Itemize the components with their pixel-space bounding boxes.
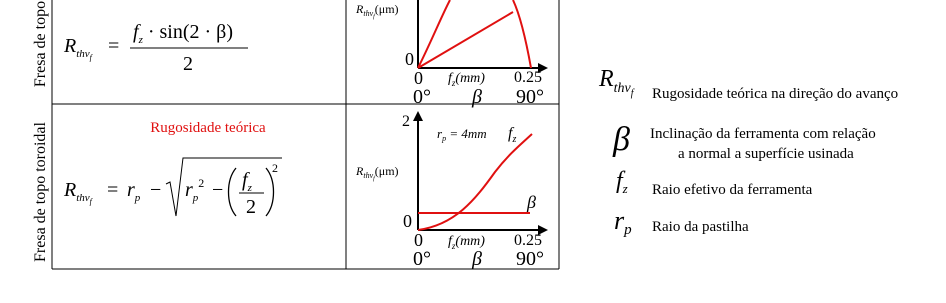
svg-text:fz · sin(2 · β): [133, 21, 233, 46]
row1-angle-mid: β: [472, 86, 482, 108]
row2-fz-curve-label: $f_z$: [508, 125, 517, 145]
row2-y-axis-arrow: [413, 111, 423, 121]
formula-sin-term: · sin(2 · β): [142, 21, 233, 43]
row2-beta-curve-label: β: [527, 192, 536, 212]
formula-fz-sub: z: [138, 34, 143, 46]
row2-rp-label: $r_p = 4mm$: [437, 126, 487, 143]
legend-text-rp: Raio da pastilha: [652, 219, 749, 235]
row1-side-label: Fresa de topo: [32, 0, 49, 88]
formula-sqrt-sign: [166, 158, 282, 216]
legend-text-fz: Raio efetivo da ferramenta: [652, 182, 813, 198]
svg-text:=: =: [107, 179, 119, 201]
row2-ylabel: $R_{thv}f(\mu m)$: [356, 164, 399, 182]
svg-text:2: 2: [272, 161, 278, 175]
row2-y-zero: 0: [403, 211, 412, 231]
legend-symbol-rthv: $R_{thv}f$: [599, 66, 634, 99]
formula-left-paren: [229, 168, 237, 216]
legend-symbol-beta: β: [613, 121, 630, 158]
legend: [598, 66, 898, 238]
svg-text:rp2: $r_p^2$: [185, 176, 205, 204]
formula-sub-f: f: [89, 53, 92, 62]
row2-angle-min: 0°: [413, 248, 431, 270]
row2-x-label: $f_z(mm)$: [448, 234, 485, 251]
row2-x-zero: 0: [414, 230, 423, 250]
row2-title: Rugosidade teórica: [150, 120, 266, 136]
row2-formula: [63, 158, 282, 218]
row2-angle-mid: β: [472, 248, 482, 270]
row2-x-max: 0.25: [514, 232, 542, 249]
row1-graph: [355, 0, 548, 108]
formula-right-paren: [266, 168, 274, 216]
legend-text-beta-line2: a normal a superfície usinada: [678, 146, 854, 162]
svg-text:rp: $r_p$: [127, 179, 141, 204]
row2-side-label: Fresa de topo toroidal: [32, 122, 49, 262]
row2-fz-curve: [418, 134, 532, 230]
svg-text:−: −: [212, 179, 224, 201]
svg-text:2: 2: [246, 196, 256, 218]
svg-text:−: −: [150, 179, 162, 201]
row1-y-zero: 0: [405, 49, 414, 69]
legend-symbol-fz: $f_z$: [616, 168, 628, 196]
legend-text-beta-line1: Inclinação da ferramenta com relação: [650, 126, 876, 142]
legend-item-fz: [616, 168, 813, 198]
row1-curve-right: [513, 0, 531, 68]
legend-text-rthv: Rugosidade teórica na direção do avanço: [652, 86, 899, 102]
legend-item-rp: [614, 206, 749, 238]
row1-x-label: $f_z(mm)$: [448, 71, 485, 88]
formula-equals: =: [108, 35, 120, 57]
svg-text:fz: $f_z$: [242, 169, 252, 194]
legend-item-beta: [612, 121, 876, 162]
formula-denominator: 2: [183, 53, 193, 75]
formula-R: R: [64, 35, 77, 57]
row1-ylabel: $R_{thv}f(\mu m)$: [356, 2, 399, 20]
row2-angle-max: 90°: [516, 248, 544, 270]
svg-text:Rthvf: $R_{thv}f$: [64, 179, 92, 206]
legend-symbol-rp: rp: [614, 206, 632, 238]
formula-sub-thv: thv: [76, 48, 90, 60]
row1-formula: [63, 21, 248, 75]
row1-angle-min: 0°: [413, 86, 431, 108]
row2-graph: [355, 111, 548, 270]
row1-angle-max: 90°: [516, 86, 544, 108]
svg-text:Rthvf: [63, 35, 94, 62]
row1-x-max: 0.25: [514, 69, 542, 86]
legend-item-rthv: [598, 66, 898, 102]
row1-x-zero: 0: [414, 68, 423, 88]
row2-y-top: 2: [402, 113, 410, 130]
formula-fz: f: [133, 21, 139, 43]
